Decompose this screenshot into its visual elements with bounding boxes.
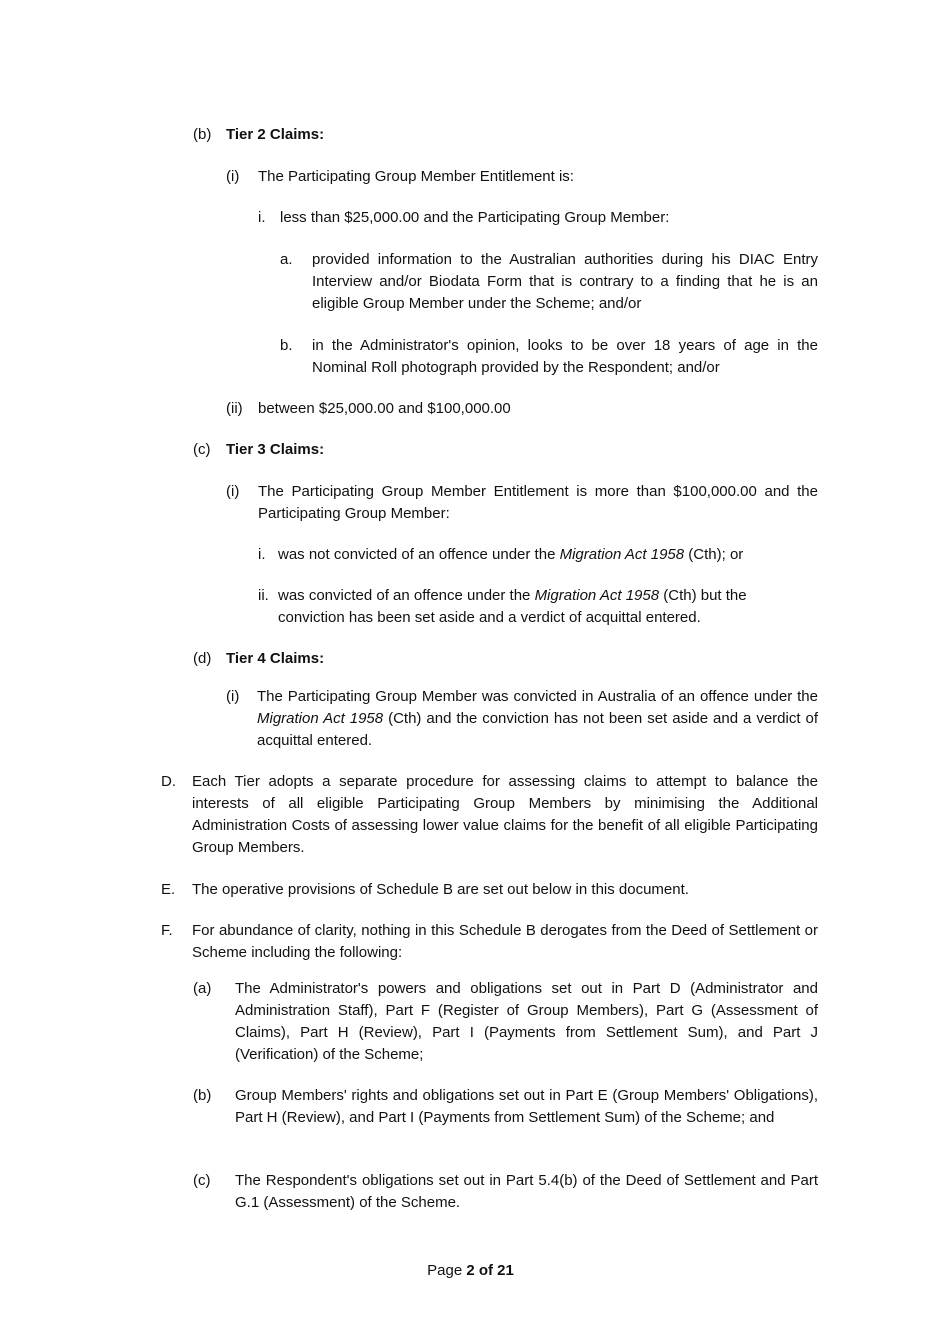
tier4-i-pre: The Participating Group Member was convicted in Australia of an offence under the: [257, 688, 818, 705]
tier3-sub-i-text: [278, 544, 743, 566]
tier2-i-text: The Participating Group Member Entitlement is:: [258, 168, 574, 185]
tier3-i-label: (i): [226, 483, 240, 500]
para-d-label: D.: [161, 773, 176, 790]
para-f-a-row: [0, 978, 941, 1066]
tier3-sub-ii-post: (Cth) but the conviction has been set aside and a verdict of acquittal entered.: [278, 587, 747, 626]
tier4-label: (d): [193, 650, 212, 667]
tier2-i-label: (i): [226, 168, 240, 185]
tier3-i-text: The Participating Group Member Entitlement is more than $100,000.00 and the Participating Group Member:: [258, 483, 818, 522]
tier3-sub-i-pre: was not convicted of an offence under the: [278, 546, 560, 563]
tier2-b-label: b.: [280, 337, 293, 354]
tier3-sub-i-label: i.: [258, 546, 266, 563]
tier3-heading-row: [0, 439, 941, 461]
tier2-ii-row: [0, 398, 941, 420]
footer-total-pages: 21: [497, 1262, 514, 1279]
para-f-a-label: (a): [193, 980, 212, 997]
tier2-a-text: provided information to the Australian authorities during his DIAC Entry Interview and/or Biodata Form that is contrary to a finding that he is an eligible Group Member under the Scheme; and/or: [312, 251, 818, 312]
para-f-b-label: (b): [193, 1087, 212, 1104]
para-e: [0, 879, 941, 901]
tier3-sub-ii-row: [0, 585, 941, 629]
tier2-b-text: in the Administrator's opinion, looks to be over 18 years of age in the Nominal Roll photograph provided by the Respondent; and/or: [312, 337, 818, 376]
tier3-sub-ii-text: [278, 585, 808, 629]
para-f-b-text: Group Members' rights and obligations set out in Part E (Group Members' Obligations), Part H (Review), and Part I (Payments from Settlement Sum) of the Scheme; and: [235, 1087, 818, 1126]
para-f-text: For abundance of clarity, nothing in this Schedule B derogates from the Deed of Settlement or Scheme including the following:: [192, 922, 818, 961]
tier4-heading-row: [0, 648, 941, 670]
tier2-a-label: a.: [280, 251, 293, 268]
tier4-i-label: (i): [226, 688, 240, 705]
tier2-a-row: [0, 249, 941, 315]
tier2-ii-text: between $25,000.00 and $100,000.00: [258, 400, 511, 417]
tier3-sub-ii-pre: was convicted of an offence under the: [278, 587, 535, 604]
tier2-sub-i-label: i.: [258, 209, 266, 226]
page-footer: [0, 1260, 941, 1282]
para-d-text: Each Tier adopts a separate procedure for assessing claims to attempt to balance the interests of all eligible Participating Group Members by minimising the Additional Administration Costs of assessing lower value claims for the benefit of all eligible Participating Group Members.: [192, 773, 818, 856]
tier3-sub-ii-act: Migration Act 1958: [534, 587, 660, 604]
tier3-sub-i-post: (Cth); or: [684, 546, 744, 563]
para-f: [0, 920, 941, 964]
footer-page-number: 2: [466, 1262, 475, 1279]
tier3-sub-i-row: [0, 544, 941, 566]
tier4-i-act: Migration Act 1958: [257, 710, 384, 727]
tier2-sub-i-text: less than $25,000.00 and the Participating Group Member:: [280, 209, 670, 226]
tier3-sub-i-act: Migration Act 1958: [559, 546, 685, 563]
tier2-label: (b): [193, 126, 212, 143]
tier2-i-row: [0, 166, 941, 188]
para-e-label: E.: [161, 881, 176, 898]
tier3-i-row: [0, 481, 941, 525]
tier4-heading: Tier 4 Claims:: [226, 650, 325, 667]
para-d: [0, 771, 941, 859]
para-f-c-text: The Respondent's obligations set out in Part 5.4(b) of the Deed of Settlement and Part G.1 (Assessment) of the Scheme.: [235, 1172, 818, 1211]
tier2-sub-i-row: [0, 207, 941, 229]
tier2-heading: Tier 2 Claims:: [226, 126, 325, 143]
tier2-b-row: [0, 335, 941, 379]
para-f-label: F.: [161, 922, 173, 939]
para-e-text: The operative provisions of Schedule B are set out below in this document.: [192, 881, 689, 898]
para-f-b-row: [0, 1085, 941, 1151]
tier2-heading-row: [0, 124, 941, 146]
tier3-sub-ii-label: ii.: [258, 587, 269, 604]
tier2-ii-label: (ii): [226, 400, 243, 417]
tier3-heading: Tier 3 Claims:: [226, 441, 325, 458]
para-f-c-row: [0, 1170, 941, 1214]
tier4-i-post: (Cth) and the conviction has not been set aside and a verdict of acquittal entered.: [257, 710, 818, 749]
para-f-c-label: (c): [193, 1172, 211, 1189]
footer-of-word: of: [474, 1262, 498, 1279]
tier4-i-text: [257, 686, 818, 752]
para-f-a-text: The Administrator's powers and obligations set out in Part D (Administrator and Administration Staff), Part F (Register of Group Members), Part G (Assessment of Claims), Part H (Review), Part I (Payments from Settlement Sum), and Part J (Verification) of the Scheme;: [235, 980, 818, 1063]
tier3-label: (c): [193, 441, 211, 458]
footer-page-word: Page: [427, 1262, 467, 1279]
tier4-i-row: [0, 686, 941, 752]
